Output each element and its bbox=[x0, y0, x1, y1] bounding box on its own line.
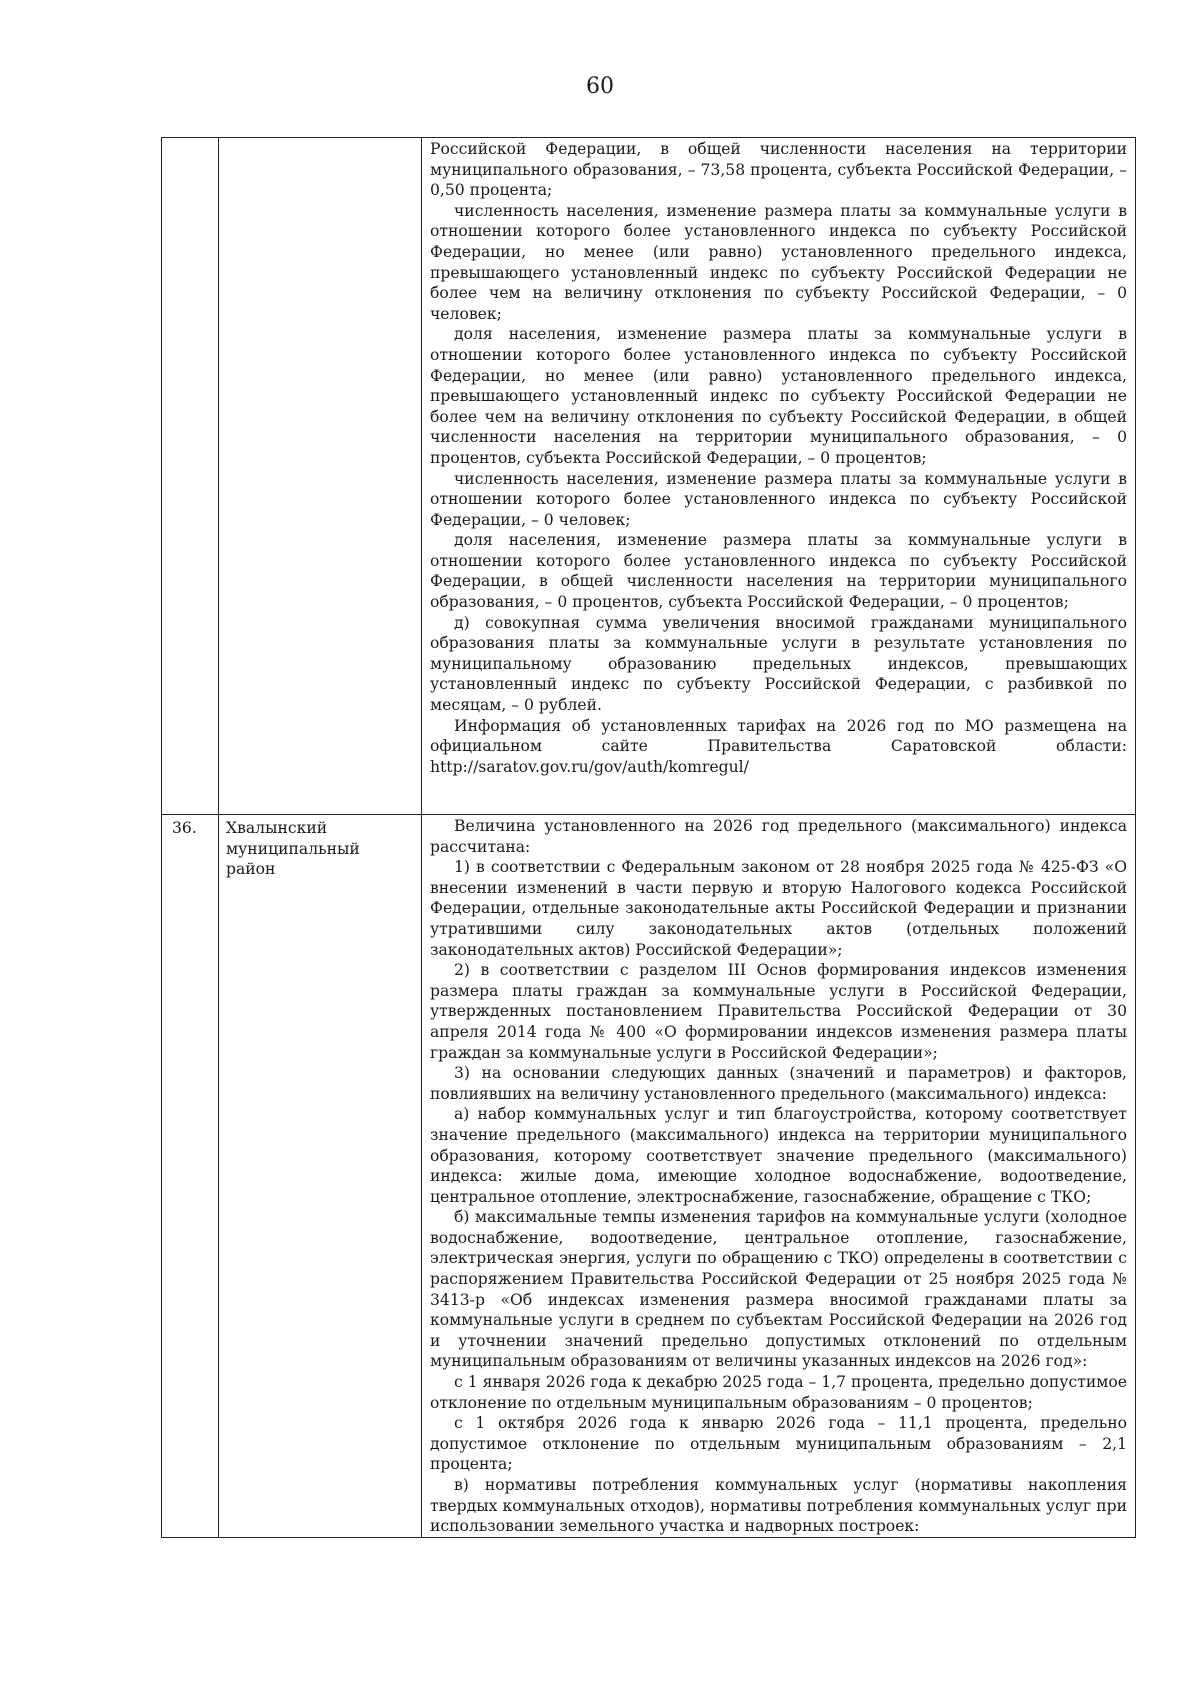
paragraph: а) набор коммунальных услуг и тип благоустройства, которому соответствует значение предельного (максимального) индекса на территории муниципального образования, которому соответствует значение предельного (максимального) индекса: жилые дома, имеющие холодное водоснабжение, водоотведение, центральное отопление, электроснабжение, газоснабжение, обращение с ТКО; bbox=[430, 1105, 1127, 1206]
row-number-cell: 36. bbox=[162, 815, 219, 1538]
paragraph: 3) на основании следующих данных (значений и параметров) и факторов, повлиявших на величину установленного предельного (максимального) индекса: bbox=[430, 1064, 1127, 1103]
paragraph: д) совокупная сумма увеличения вносимой гражданами муниципального образования платы за коммунальные услуги в результате установления по муниципальному образованию предельных индексов, превышающих установленный индекс по субъекту Российской Федерации, с разбивкой по месяцам, – 0 рублей. bbox=[430, 613, 1127, 715]
municipality-name-line: Хвалынский bbox=[226, 819, 328, 837]
page-number: 60 bbox=[586, 74, 614, 99]
municipality-name-line: муниципальный bbox=[226, 839, 360, 858]
paragraph: Российской Федерации, в общей численности населения на территории муниципального образования, – 73,58 процента, субъекта Российской Федерации, – 0,50 процента; bbox=[430, 140, 1127, 200]
paragraph: б) максимальные темпы изменения тарифов на коммунальные услуги (холодное водоснабжение, водоотведение, центральное отопление, газоснабжение, электрическая энергия, услуги по обращению с ТКО) определены в соответствии с распоряжением Правительства Российской Федерации от 25 ноября 2025 года № 3413-р «Об индексах изменения размера вносимой гражданами платы за коммунальные услуги в среднем по субъектам Российской Федерации на 2026 год и уточнении значений предельно допустимых отклонений по отдельным муниципальным образованиям от величины указанных индексов на 2026 год»: bbox=[430, 1208, 1127, 1371]
paragraph: Величина установленного на 2026 год предельного (максимального) индекса рассчитана: bbox=[430, 817, 1127, 856]
tariff-info-paragraph: Информация об установленных тарифах на 2026 год по МО размещена на официальном сайте Правительства Саратовской области: http://saratov.gov.ru/gov/auth/komregul/ bbox=[430, 716, 1127, 776]
municipality-name-line: район bbox=[226, 860, 276, 879]
municipal-index-table bbox=[161, 137, 1136, 1538]
paragraph: доля населения, изменение размера платы за коммунальные услуги в отношении которого более установленного индекса по субъекту Российской Федерации, но менее (или равно) установленного предельного индекса, превышающего установленный индекс по субъекту Российской Федерации не более чем на величину отклонения по субъекту Российской Федерации, в общей численности населения на территории муниципального образования, – 0 процентов, субъекта Российской Федерации, – 0 процентов; bbox=[430, 325, 1127, 467]
paragraph: в) нормативы потребления коммунальных услуг (нормативы накопления твердых коммунальных отходов), нормативы потребления коммунальных услуг при использовании земельного участка и надворных построек: bbox=[430, 1476, 1127, 1536]
row-number-cell bbox=[162, 138, 219, 815]
description-cell bbox=[422, 138, 1136, 815]
table-row bbox=[162, 138, 1136, 815]
paragraph: с 1 января 2026 года к декабрю 2025 года – 1,7 процента, предельно допустимое отклонение по отдельным муниципальным образованиям – 0 процентов; bbox=[430, 1373, 1127, 1412]
paragraph: численность населения, изменение размера платы за коммунальные услуги в отношении которого более установленного индекса по субъекту Российской Федерации, – 0 человек; bbox=[430, 469, 1127, 529]
paragraph: численность населения, изменение размера платы за коммунальные услуги в отношении которого более установленного индекса по субъекту Российской Федерации, но менее (или равно) установленного предельного индекса, превышающего установленный индекс по субъекту Российской Федерации не более чем на величину отклонения по субъекту Российской Федерации, – 0 человек; bbox=[430, 201, 1127, 323]
paragraph: 1) в соответствии с Федеральным законом от 28 ноября 2025 года № 425-ФЗ «О внесении изменений в части первую и вторую Налогового кодекса Российской Федерации, отдельные законодательные акты Российской Федерации и признании утратившими силу законодательных актов (отдельных положений законодательных актов) Российской Федерации»; bbox=[430, 858, 1127, 959]
paragraph: доля населения, изменение размера платы за коммунальные услуги в отношении которого более установленного индекса по субъекту Российской Федерации, в общей численности населения на территории муниципального образования, – 0 процентов, субъекта Российской Федерации, – 0 процентов; bbox=[430, 531, 1127, 612]
municipality-name-cell bbox=[219, 815, 422, 1538]
description-cell bbox=[422, 815, 1136, 1538]
table-row bbox=[162, 815, 1136, 1538]
paragraph: с 1 октября 2026 года к январю 2026 года – 11,1 процента, предельно допустимое отклонение по отдельным муниципальным образованиям – 2,1 процента; bbox=[430, 1414, 1127, 1474]
paragraph: 2) в соответствии с разделом III Основ формирования индексов изменения размера платы граждан за коммунальные услуги в Российской Федерации, утвержденных постановлением Правительства Российской Федерации от 30 апреля 2014 года № 400 «О формировании индексов изменения размера платы граждан за коммунальные услуги в Российской Федерации»; bbox=[430, 961, 1127, 1062]
municipality-name-cell bbox=[219, 138, 422, 815]
